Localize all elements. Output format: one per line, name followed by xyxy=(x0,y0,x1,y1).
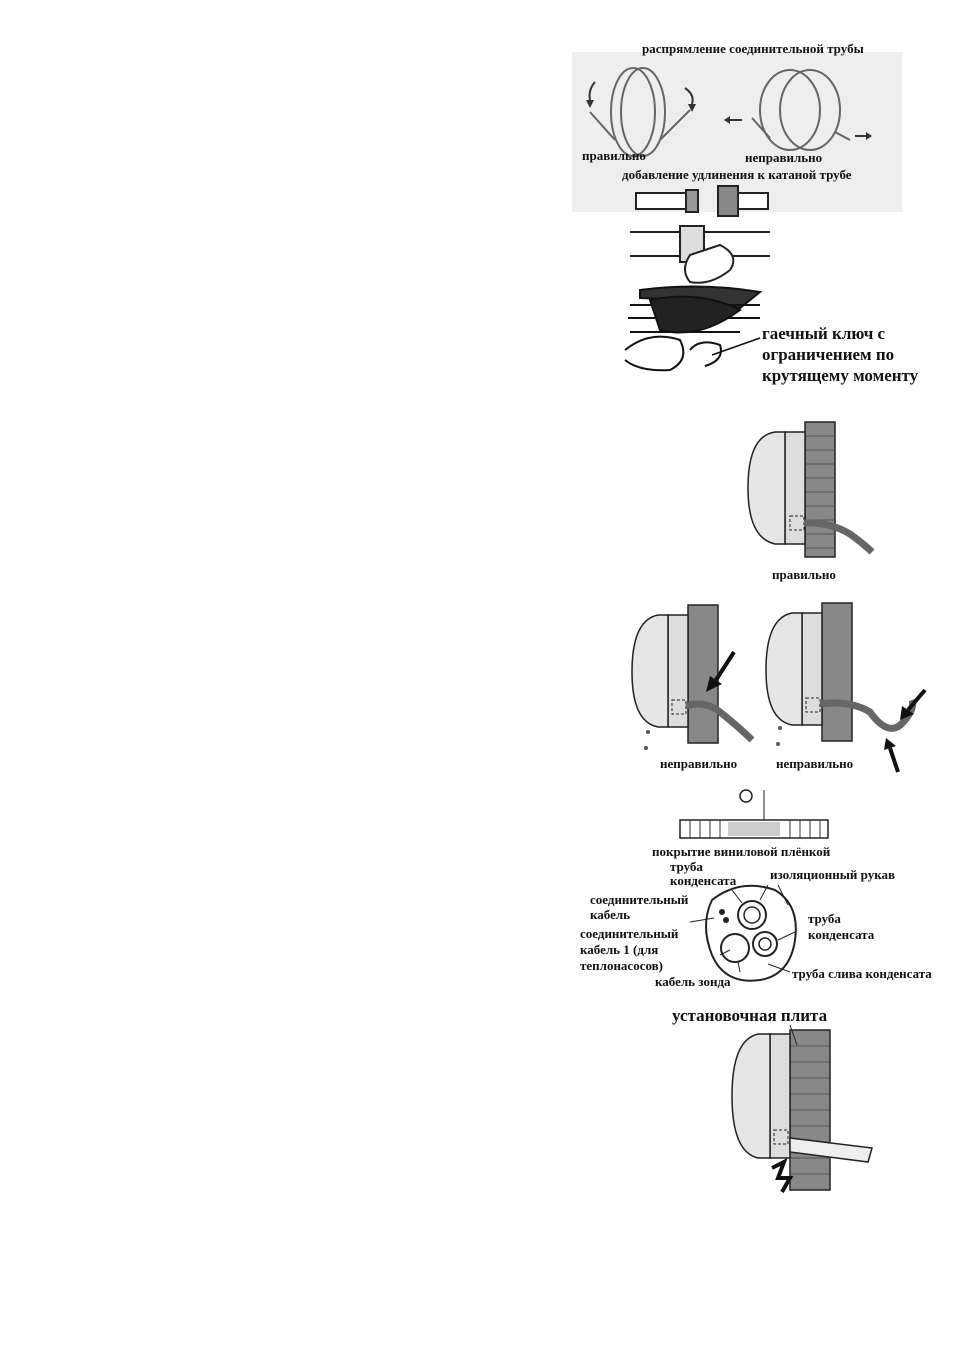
label-incorrect-right: неправильно xyxy=(776,756,854,771)
label-torque-wrench-1: гаечный ключ с xyxy=(762,324,886,343)
label-incorrect-left: неправильно xyxy=(660,756,738,771)
label-cond-pipe-right-1: труба xyxy=(808,911,841,926)
label-drain-pipe: труба слива конденсата xyxy=(792,966,932,981)
label-incorrect: неправильно xyxy=(745,150,823,165)
label-probe-cable: кабель зонда xyxy=(655,974,731,989)
label-conn-cable-hp-2: кабель 1 (для xyxy=(580,942,659,957)
label-conn-cable-2: кабель xyxy=(590,907,631,922)
label-conn-cable-1: соединительный xyxy=(590,892,689,907)
label-correct-install: правильно xyxy=(772,567,836,582)
label-extension: добавление удлинения к катаной трубе xyxy=(622,167,852,182)
label-vinyl-wrap: покрытие виниловой плёнкой xyxy=(652,844,831,859)
label-cond-pipe-right-2: конденсата xyxy=(808,927,875,942)
label-insulation-sleeve: изоляционный рукав xyxy=(770,867,896,882)
label-torque-wrench-2: ограничением по xyxy=(762,345,895,364)
label-mounting-plate: установочная плита xyxy=(672,1006,828,1025)
label-conn-cable-hp-3: теплонасосов) xyxy=(580,958,663,973)
label-torque-wrench-3: крутящему моменту xyxy=(762,366,919,385)
label-pipe-straightening-title: распрямление соединительной трубы xyxy=(642,41,864,56)
label-conn-cable-hp-1: соединительный xyxy=(580,926,679,941)
label-cond-pipe-top-2: конденсата xyxy=(670,873,737,888)
label-correct: правильно xyxy=(582,148,646,163)
label-cond-pipe-top-1: труба xyxy=(670,859,703,874)
